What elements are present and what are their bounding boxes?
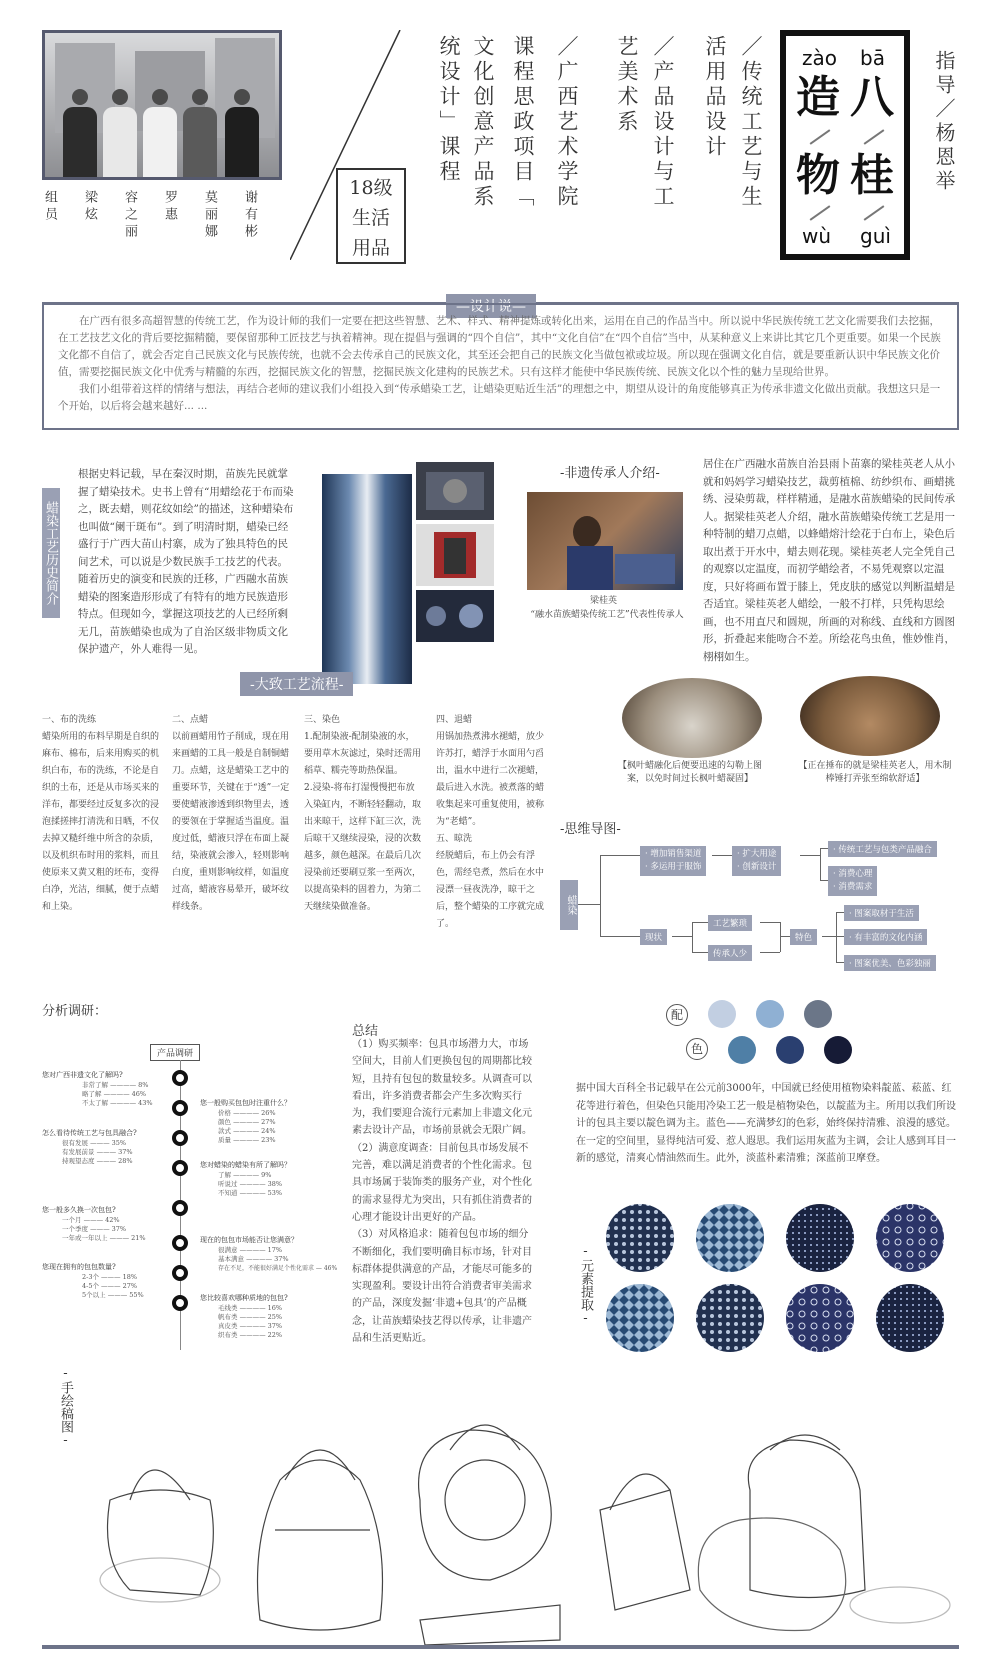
member-name: 梁炫 — [82, 190, 97, 224]
process-label: -大致工艺流程- — [240, 672, 353, 696]
waxing-photo — [622, 678, 762, 758]
survey-question: 您一般多久换一次包包? 一个月 ——— 42% 一个季度 ——— 37% 一年或一年以上 ——— 21% — [42, 1206, 146, 1242]
pattern-elements — [604, 1200, 964, 1360]
survey-question: 您一般购买包包时注重什么？ 价格 ———— 26% 颜色 ———— 27% 款式 ———— 24% 质量 ———— 23% — [200, 1099, 291, 1144]
inheritor-caption: “融水苗族蜡染传统工艺”代表性传承人 — [530, 610, 684, 620]
pattern-circle — [696, 1204, 764, 1272]
summary-title: 总结 — [352, 1024, 379, 1039]
pattern-circle — [786, 1204, 854, 1272]
mindmap-label: -思维导图- — [560, 822, 621, 837]
mindmap-node: · 有丰富的文化内涵 — [844, 929, 927, 945]
mindmap-node: 特色 — [790, 929, 817, 945]
survey-question: 现在的包包市场能否让您满意？ 很满意 ———— 17% 基本满意 ———— 37% 存在不足，不能很好满足个性化需求 — 46% — [200, 1236, 338, 1272]
mindmap-node-text: · 扩大用途 — [737, 849, 777, 859]
color-swatch — [756, 1000, 784, 1028]
survey-question: 您对蜡染的蜡染有所了解吗？ 了解 ———— 9% 听说过 ———— 38% 不知道 ———— 53% — [200, 1161, 291, 1197]
photo-caption: 【正在捶布的就是梁桂英老人，用木制棒锤打弄张至绵软舒适】 — [798, 761, 952, 784]
color-swatch — [708, 1000, 736, 1028]
pattern-circle — [606, 1284, 674, 1352]
color-swatch — [776, 1036, 804, 1064]
logo-pinyin: zào — [802, 46, 837, 70]
grade-box — [336, 168, 406, 264]
member-name: 谢有彬 — [242, 190, 257, 241]
logo-pinyin: bā — [860, 46, 885, 70]
pattern-circle — [876, 1284, 944, 1352]
mindmap-node-text: · 消费心理 — [833, 869, 873, 879]
title-column: ／传统工艺与生 — [739, 35, 763, 210]
color-label: 配 — [666, 1004, 688, 1026]
title-column: ／广西艺术学院 — [555, 35, 579, 210]
pattern-circle — [876, 1204, 944, 1272]
process-step: 二、点蜡 以前画蜡用竹子削成，现在用来画蜡的工具一般是自制铜蜡刀。点蜡，这是蜡染工艺中的重要环节，关键在于“透”一定要使蜡液渗透到织物里去，透的要领在于掌握适当温度。温度过低，蜡液只浮在布面上凝结，染液就会渗入，轻则影响白度，重则影响纹样，如温度过高，蜡液容易晕开，破坏纹样线条。 — [172, 715, 290, 912]
mindmap-node: 传承人少 — [708, 945, 752, 961]
bag-sketches — [90, 1390, 970, 1650]
title-column: 统设计」课程 — [437, 35, 461, 185]
member-name: 莫丽娜 — [202, 190, 217, 241]
pattern-circle — [606, 1204, 674, 1272]
logo-char: 八 — [850, 72, 894, 123]
design-paragraph: 我们小组带着这样的情绪与想法，再结合老师的建议我们小组投入到“传承蜡染工艺，让蜡染更贴近生活”的理想之中，期望从设计的角度能够真正为传承非遗文化做出贡献。我想这只是一个开始，以后将会越来越好... ... — [58, 383, 941, 412]
color-swatch — [824, 1036, 852, 1064]
embroidery-photo — [416, 462, 494, 520]
process-step: 三、染色 1.配制染液-配制染液的水，要用草木灰滤过，染时还需用稻草、糯壳等助热保温。 2.浸染-将布打湿慢慢把布放入染缸内，不断轻轻翻动，取出来晾干，这样下缸三次，洗后晾干又继续浸染，浸的次数越多，颜色越深。在最后几次浸染前还要刷豆浆一至两次，以提高染料的固着力，为第二天继续染做准备。 — [304, 715, 422, 912]
mindmap-node-text: · 多运用于服饰 — [645, 862, 702, 872]
logo-char: 物 — [796, 150, 840, 201]
title-column: ／产品设计与工 — [651, 35, 675, 210]
survey-title: 分析调研： — [42, 1004, 108, 1019]
design-label: —设计说— — [446, 294, 536, 318]
history-text: 根据史料记载，早在秦汉时期，苗族先民就掌握了蜡染技术。史书上曾有“用蜡绘花于布而染之，既去蜡，则花纹如绘”的描述，这种蜡染布也叫做“阑干斑布”。到了明清时期，蜡染已经盛行于广西大苗山村寨，成为了独具特色的民间艺术，可以说是少数民族手工技艺的代表。随着历史的演变和民族的迁移，广西融水苗族蜡染的图案造形形成了有特有的地方民族造形特点。但现如今，掌握这项技艺的人已经所剩无几，苗族蜡染也成为了自治区级非物质文化保护遗产，外人难得一见。 — [78, 468, 294, 655]
design-paragraph: 在广西有很多高超智慧的传统工艺，作为设计师的我们一定要在把这些智慧、艺术、样式、精神提炼或转化出来，运用在自己的作品当中。所以说中华民族传统工艺文化需要我们去挖掘，在工艺技艺文化的背后要挖掘精髓，要保留那种工匠技艺与执着精神。现在提倡与强调的“四个自信”，其中“文化自信”在“四个自信”当中，从某种意义上来讲比其它几个更重要。如果一个民族文化都不自信了，就会否定自己民族文化与民族传统，也就不会去传承自己的民族文化，其至还会把自己的民族文化当做包袱或垃圾。所以现在强调文化自信，就是要重新认识中华民族文化价值，需要挖掘民族文化中优秀与精髓的东西，挖掘民族文化的智慧，挖掘民族文化建构的民族艺术。只有这样才能使中华民族传统、民族文化以个性的魅力呈现给世界。 — [58, 315, 941, 378]
process-step: 四、退蜡 用锅加热煮沸水褪蜡，放少许苏打，蜡浮于水面用勺舀出，温水中进行二次褪蜡，最后进入水洗。被煮落的蜡收集起来可重复使用，被称为“老蜡”。 五、晾洗 经脱蜡后，布上仍会有浮色，需经皂煮，然后在水中浸漂一昼夜洗净，晾干之后，整个蜡染的工序就完成了。 — [436, 715, 545, 929]
inheritor-label: -非遗传承人介绍- — [560, 466, 660, 481]
inheritor-text: 居住在广西融水苗族自治县雨卜苗寨的梁桂英老人从小就和妈妈学习蜡染技艺，裁剪植棉、纺纱织布、画蜡挑绣、浸染剪裁，样样精通，是融水苗族蜡染的民间传承人。据梁桂英老人介绍，融水苗族蜡染传统工艺是用一种特制的蜡刀点蜡，以蜂蜡熔汁绘花于白布上，染色后取出煮于开水中，蜡去则花现。梁桂英老人完全凭自己的观察以定温度，而初学蜡绘者，不易凭观察以定温度，只好将画布置于膝上，凭皮肤的感觉以判断温蜡是否适宜。梁桂英老人蜡绘，一般不打样，只凭构思绘画，也不用直尺和圆规，所画的对称线、直线和方圆图形，折叠起来能吻合不差。所绘花鸟虫鱼，惟妙惟肖，栩栩如生。 — [703, 458, 955, 663]
mindmap-node — [640, 846, 706, 876]
title-column: 文化创意产品系 — [471, 35, 495, 210]
mindmap-node: · 传统工艺与包类产品融合 — [828, 841, 937, 857]
member-name: 罗惠 — [162, 190, 177, 224]
dyed-cloth-photo — [322, 474, 412, 684]
footer-rule — [42, 1645, 959, 1649]
mindmap-node: 工艺繁琐 — [708, 915, 752, 931]
mindmap-node — [732, 846, 781, 876]
process-step: 一、布的洗练 蜡染所用的布料早期是自织的麻布、棉布，后来用购买的机织白布，布的洗练，不论是自织的土布，还是从市场买来的洋布，都要经过反复多次的浸泡揉搓摔打清洗和日晒，不仅去掉又糙纤维中所含的杂质，以及机织布时用的浆料，而且使原来又黄又粗的坯布，变得白净，光洁，细腻，便于点蜡和上染。 — [42, 715, 160, 912]
summary-text: （1）购买频率：包具市场潜力大，市场空间大，目前人们更换包包的周期都比较短，且持有包包的数量较多。从调查可以看出，许多消费者都会产生多次购买行为，我们要迎合流行元素加上非遗文化元素去设计产品，市场前景就会无限广阔。 （2）满意度调查：目前包具市场发展不完善，难以满足消费者的个性化需求。包具市场属于装饰类的服务产业，对个性化的需求显得尤为突出，只有抓住消费者的心理才能设计出更好的产品。 （3）对风格追求：随着包包市场的细分不断细化，我们要明确目标市场，针对目标群体提供满意的产品，才能尽可能多的实现盈利。要设计出符合消费者审美需求的产品，深度发掘‘非遗+包具’的产品概念，让苗族蜡染技艺得以传承，让非遗产品和生活更贴近。 — [352, 1039, 532, 1345]
costume-photo — [416, 524, 494, 586]
survey-question: 您现在拥有的包包数量? 2-3个 ——— 18% 4-5个 ——— 27% 5个以上 ——— 55% — [42, 1263, 144, 1299]
color-swatch — [804, 1000, 832, 1028]
pattern-circle — [696, 1284, 764, 1352]
zaobagui-logo — [780, 30, 910, 260]
logo-pinyin: guì — [860, 224, 891, 248]
photo-caption: 【枫叶蜡融化后便要迅速的勾勒上图案，以免时间过长枫叶蜡凝固】 — [617, 761, 762, 784]
group-photo — [42, 30, 282, 180]
survey-q: 您对广西非遗文化了解吗? — [42, 1071, 123, 1079]
survey-chart-title: 产品调研 — [150, 1044, 200, 1061]
hammering-photo — [800, 676, 940, 756]
title-column: 课程思政项目「 — [511, 35, 535, 210]
inheritor-photo — [527, 492, 683, 590]
history-tab: 蜡染工艺历史简介 — [42, 488, 60, 618]
member-label: 组员 — [42, 190, 57, 224]
color-label: 色 — [686, 1038, 708, 1060]
mindmap-node: 现状 — [640, 929, 667, 945]
logo-char: 造 — [796, 72, 840, 123]
elements-label: -元素提取- — [578, 1244, 593, 1326]
color-swatch — [728, 1036, 756, 1064]
pattern-photo — [416, 590, 494, 642]
pattern-circle — [786, 1284, 854, 1352]
inheritor-name: 梁桂英 — [590, 596, 618, 606]
mindmap-node: · 图案取材于生活 — [844, 905, 919, 921]
logo-char: 桂 — [850, 150, 894, 201]
mindmap-node — [828, 866, 877, 896]
mindmap-root: 蜡染 — [560, 880, 578, 930]
mindmap-node: · 图案优美、色彩独丽 — [844, 955, 936, 971]
grade-line: 用品 — [351, 237, 390, 259]
survey-question: 您对广西非遗文化了解吗? 非常了解 ———— 8% 略了解 ———— 46% 不太了解 ———— 43% — [42, 1070, 170, 1107]
guide-teacher: 指导／杨恩举 — [932, 50, 956, 194]
title-column: 艺美术系 — [615, 35, 639, 135]
title-column: 活用品设计 — [703, 35, 727, 160]
sketch-label: -手绘稿图- — [58, 1366, 73, 1448]
mindmap-node-text: · 创新设计 — [737, 862, 777, 872]
survey-question: 您比较喜欢哪种质地的包包? 毛线类 ———— 16% 帆布类 ———— 25% 真皮类 ———— 37% 织布类 ———— 22% — [200, 1294, 288, 1339]
design-statement — [42, 303, 959, 430]
grade-line: 18级 — [349, 177, 393, 199]
member-name: 容之丽 — [122, 190, 137, 241]
survey-question: 怎么看待传统工艺与包具融合? 很有发展 ——— 35% 有发展前景 ——— 37% 持观望态度 ——— 28% — [42, 1129, 137, 1165]
color-text: 据中国大百科全书记载早在公元前3000年，中国就已经使用植物染料靛蓝、菘蓝、红花等进行着色，但染色只能用冷染工艺一般是植物染色，以靛蓝为主。所用以我们所设计的包具主要以靛色调为主。蓝色——充满梦幻的色彩，始终保持清雅、浪漫的感觉。在一定的空间里，显得纯洁可爱、惹人遐思。我们运用灰蓝为主调，会让人感到耳目一新的感觉，清爽心情油然而生。此外，淡蓝朴素清雅；深蓝前卫摩登。 — [576, 1083, 956, 1164]
mindmap-node-text: · 消费需求 — [833, 882, 873, 892]
logo-pinyin: wù — [802, 224, 832, 248]
mindmap-node-text: · 增加销售渠道 — [645, 849, 702, 859]
grade-line: 生活 — [351, 207, 390, 229]
